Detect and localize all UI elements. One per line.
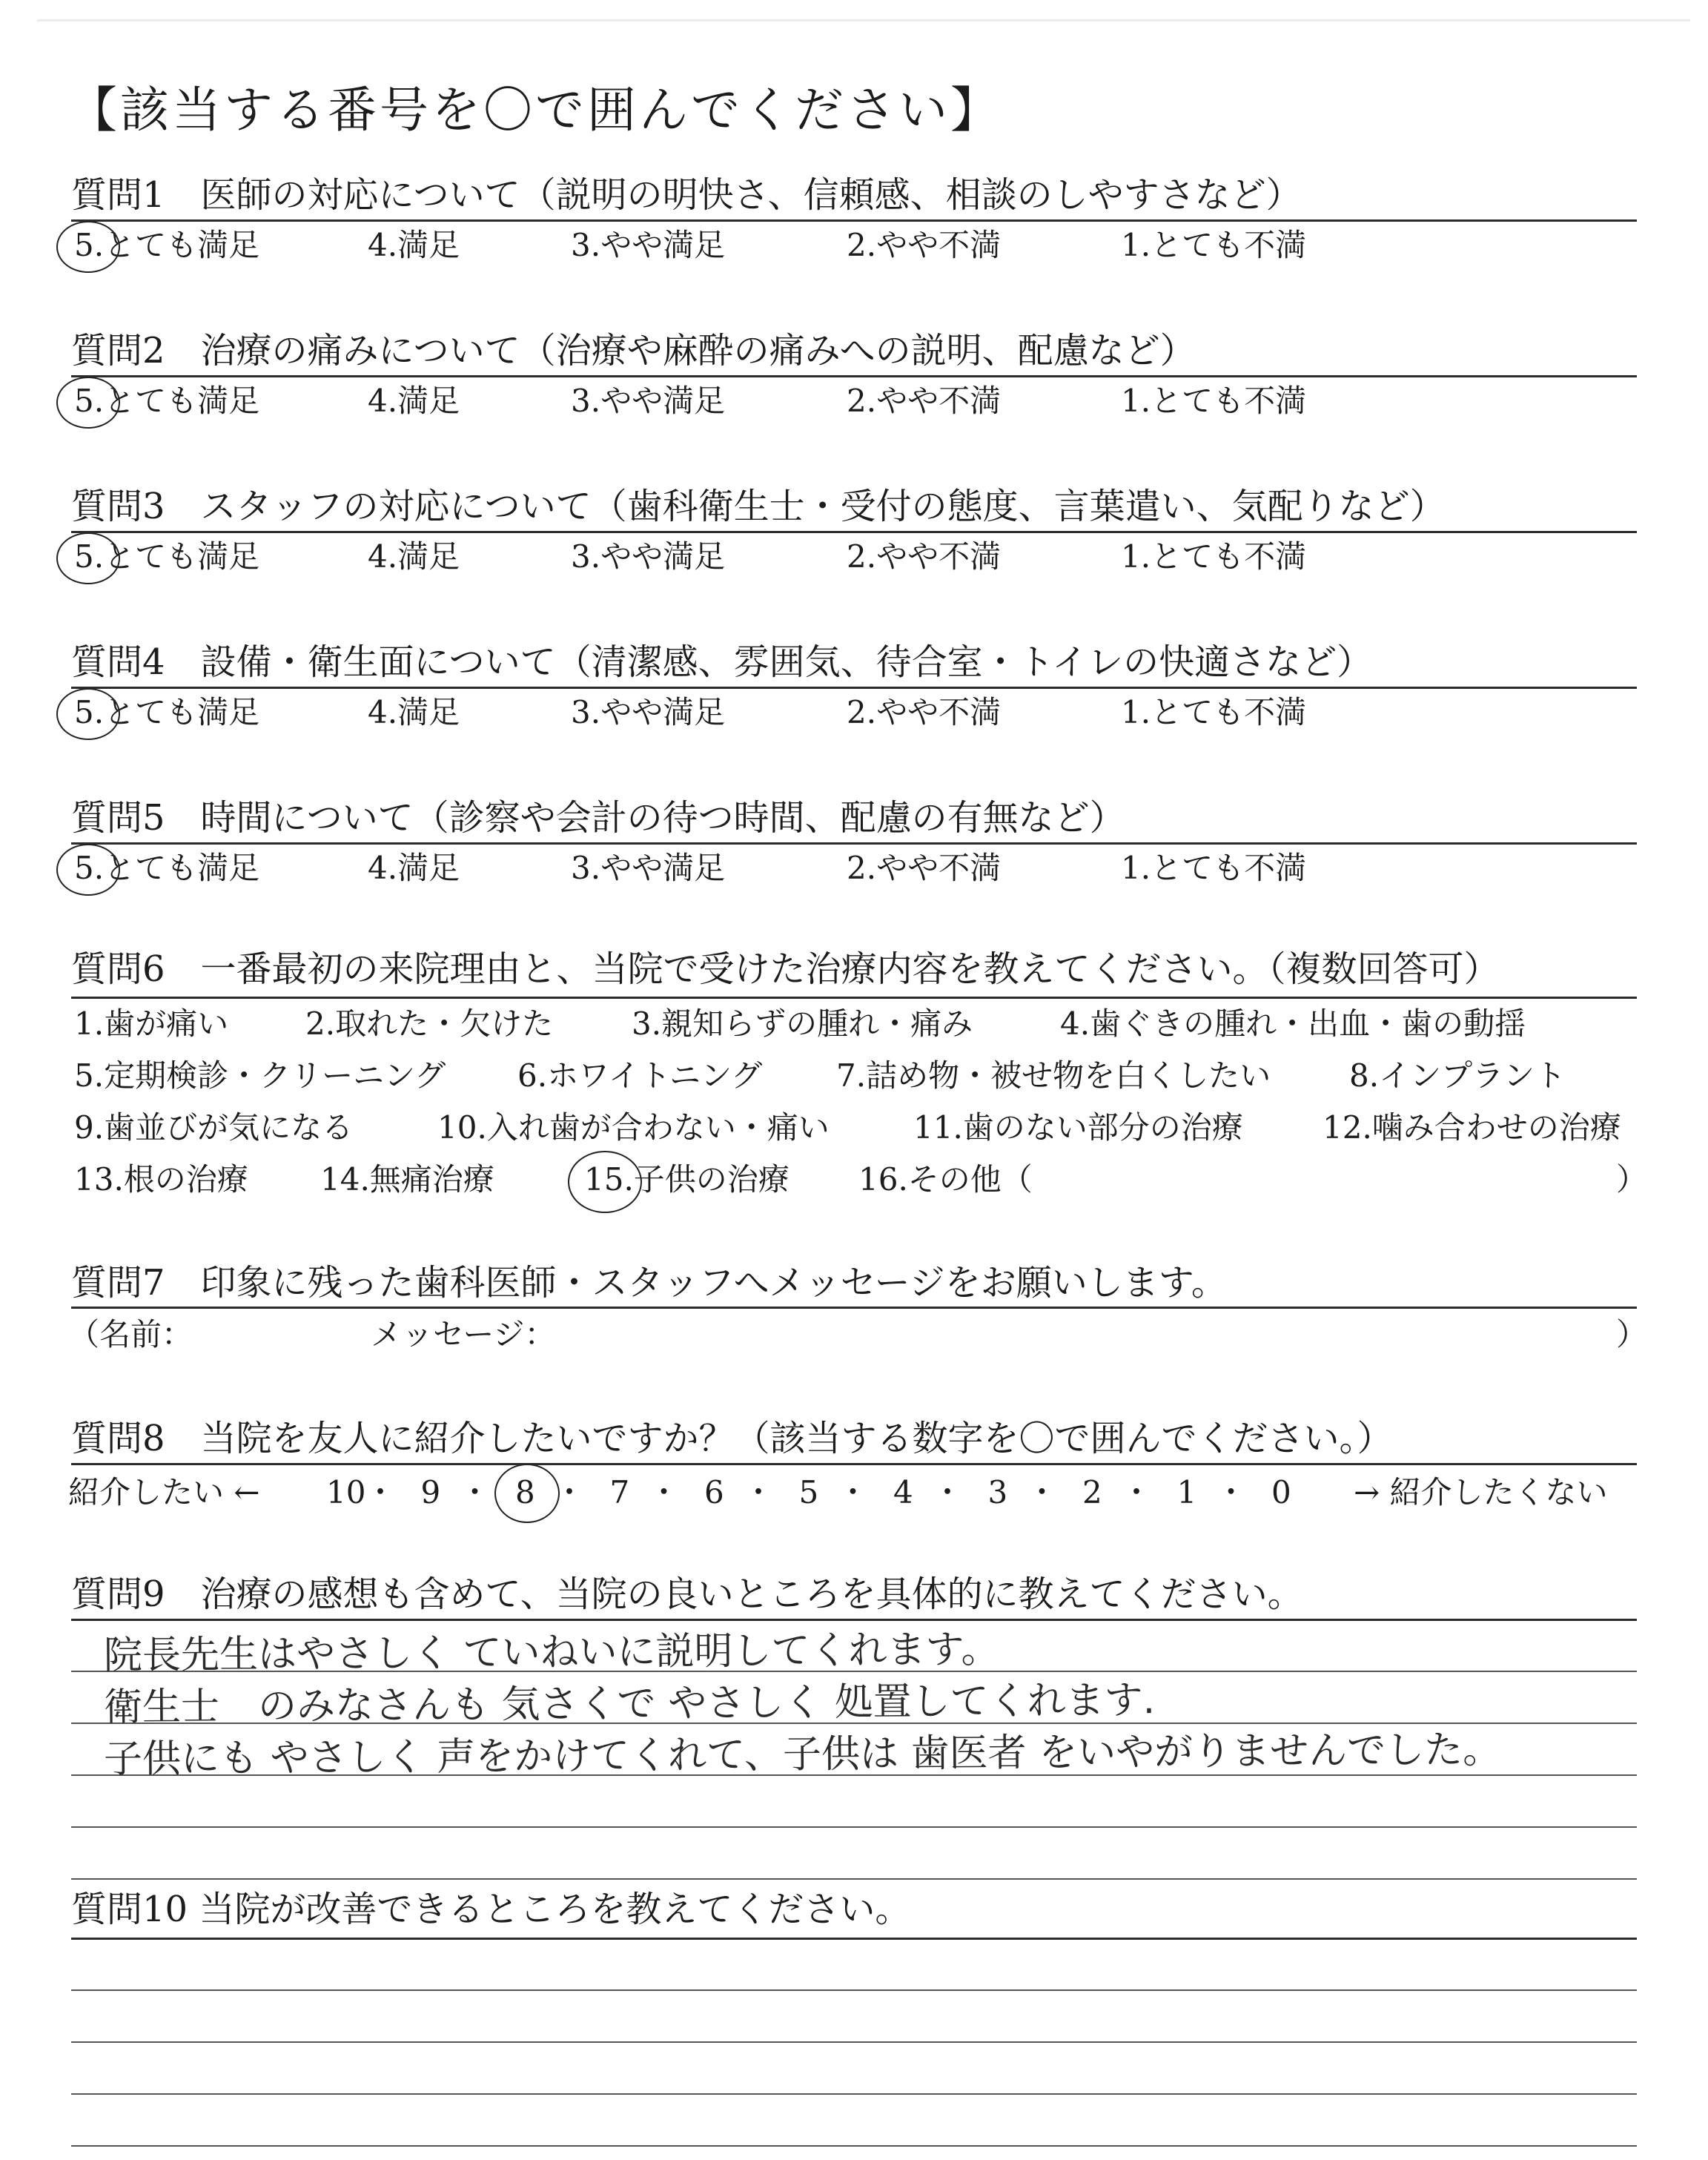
scale-separator: ・ xyxy=(1215,1474,1247,1510)
rating-option[interactable]: 1.とても不満 xyxy=(1121,383,1307,419)
rating-option[interactable]: 5.とても満足 xyxy=(74,383,260,419)
question-2-title: 質問2 治療の痛みについて（治療や麻酔の痛みへの説明、配慮など） xyxy=(71,330,1196,371)
question-7-title: 質問7 印象に残った歯科医師・スタッフへメッセージをお願いします。 xyxy=(71,1262,1227,1304)
question-6-close-paren: ） xyxy=(1616,1161,1648,1198)
q6-option[interactable]: 6.ホワイトニング xyxy=(517,1057,763,1094)
rating-option[interactable]: 1.とても不満 xyxy=(1121,227,1307,263)
scale-separator: ・ xyxy=(554,1474,586,1510)
scale-number[interactable]: 10 xyxy=(326,1474,366,1510)
question-10-rule xyxy=(71,1938,1637,1940)
q6-option[interactable]: 11.歯のない部分の治療 xyxy=(913,1109,1243,1146)
rating-option[interactable]: 2.やや不満 xyxy=(847,383,1002,419)
question-1-title: 質問1 医師の対応について（説明の明快さ、信頼感、相談のしやすさなど） xyxy=(71,174,1302,216)
scale-number[interactable]: 1 xyxy=(1176,1474,1197,1510)
question-8-title: 質問8 当院を友人に紹介したいですか？（該当する数字を〇で囲んでください。） xyxy=(71,1418,1393,1459)
scale-separator: ・ xyxy=(648,1474,680,1510)
scale-separator: ・ xyxy=(365,1474,397,1510)
rating-option[interactable]: 3.やや満足 xyxy=(571,538,726,575)
answer-line xyxy=(71,2145,1637,2147)
rating-option[interactable]: 5.とても満足 xyxy=(74,538,260,575)
answer-line xyxy=(71,2041,1637,2043)
scale-number[interactable]: 4 xyxy=(893,1474,913,1510)
q6-option[interactable]: 7.詰め物・被せ物を白くしたい xyxy=(836,1057,1271,1094)
scale-separator: ・ xyxy=(932,1474,964,1510)
answer-line xyxy=(71,2093,1637,2095)
rating-option[interactable]: 4.満足 xyxy=(368,694,460,730)
q6-option[interactable]: 9.歯並びが気になる xyxy=(74,1109,354,1146)
rating-option[interactable]: 1.とても不満 xyxy=(1121,538,1307,575)
q6-option[interactable]: 14.無痛治療 xyxy=(320,1161,494,1198)
top-edge xyxy=(37,19,1690,22)
question-5-title: 質問5 時間について（診察や会計の待つ時間、配慮の有無など） xyxy=(71,797,1125,839)
scale-number[interactable]: 0 xyxy=(1271,1474,1291,1510)
question-6-title: 質問6 一番最初の来院理由と、当院で受けた治療内容を教えてください。（複数回答可） xyxy=(71,948,1500,990)
question-7-close-paren: ） xyxy=(1616,1316,1648,1353)
question-8-right-label: → 紹介したくない xyxy=(1354,1474,1608,1510)
question-10-title: 質問10 当院が改善できるところを教えてください。 xyxy=(71,1889,911,1930)
rating-option[interactable]: 5.とても満足 xyxy=(74,850,260,886)
scale-separator: ・ xyxy=(459,1474,491,1510)
rating-option[interactable]: 4.満足 xyxy=(368,227,460,263)
question-4-rule xyxy=(71,687,1637,689)
rating-option[interactable]: 3.やや満足 xyxy=(571,227,726,263)
q6-option[interactable]: 2.取れた・欠けた xyxy=(305,1005,554,1042)
q6-option[interactable]: 16.その他（ xyxy=(858,1161,1033,1198)
scale-number[interactable]: 7 xyxy=(609,1474,630,1510)
q6-option[interactable]: 12.噛み合わせの治療 xyxy=(1323,1109,1621,1146)
rating-option[interactable]: 1.とても不満 xyxy=(1121,694,1307,730)
rating-option[interactable]: 3.やや満足 xyxy=(571,383,726,419)
scale-number[interactable]: 6 xyxy=(704,1474,724,1510)
question-8-left-label: 紹介したい ← xyxy=(68,1474,260,1510)
rating-option[interactable]: 5.とても満足 xyxy=(74,694,260,730)
q6-option[interactable]: 5.定期検診・クリーニング xyxy=(74,1057,446,1094)
q9-answer-line-2: 衛生士 のみなさんも 気さくで やさしく 処置してくれます. xyxy=(103,1678,1156,1730)
form-header: 【該当する番号を〇で囲んでください】 xyxy=(68,82,1002,139)
question-3-rule xyxy=(71,531,1637,533)
question-1-rule xyxy=(71,219,1637,222)
question-8-rule xyxy=(71,1463,1637,1465)
question-9-title: 質問9 治療の感想も含めて、当院の良いところを具体的に教えてください。 xyxy=(71,1573,1303,1615)
scale-separator: ・ xyxy=(837,1474,869,1510)
q6-option[interactable]: 15.子供の治療 xyxy=(584,1161,790,1198)
scale-separator: ・ xyxy=(1026,1474,1058,1510)
q6-option[interactable]: 8.インプラント xyxy=(1349,1057,1566,1094)
rating-option[interactable]: 4.満足 xyxy=(368,850,460,886)
q6-option[interactable]: 4.歯ぐきの腫れ・出血・歯の動揺 xyxy=(1060,1005,1526,1042)
scale-separator: ・ xyxy=(743,1474,775,1510)
question-7-rule xyxy=(71,1307,1637,1309)
rating-option[interactable]: 2.やや不満 xyxy=(847,850,1002,886)
rating-option[interactable]: 5.とても満足 xyxy=(74,227,260,263)
scale-separator: ・ xyxy=(1121,1474,1153,1510)
scale-number[interactable]: 3 xyxy=(987,1474,1008,1510)
question-5-rule xyxy=(71,842,1637,845)
rating-option[interactable]: 4.満足 xyxy=(368,538,460,575)
question-7-message-label: メッセージ： xyxy=(371,1316,556,1353)
scale-number[interactable]: 9 xyxy=(420,1474,441,1510)
question-3-title: 質問3 スタッフの対応について（歯科衛生士・受付の態度、言葉遣い、気配りなど） xyxy=(71,486,1446,527)
question-4-title: 質問4 設備・衛生面について（清潔感、雰囲気、待合室・トイレの快適さなど） xyxy=(71,641,1373,683)
scale-number[interactable]: 2 xyxy=(1082,1474,1102,1510)
question-2-rule xyxy=(71,375,1637,377)
q6-option[interactable]: 1.歯が痛い xyxy=(74,1005,229,1042)
q9-answer-line-1: 院長先生はやさしく ていねいに説明してくれます。 xyxy=(103,1627,1000,1678)
scale-number[interactable]: 5 xyxy=(798,1474,819,1510)
rating-option[interactable]: 4.満足 xyxy=(368,383,460,419)
rating-option[interactable]: 2.やや不満 xyxy=(847,694,1002,730)
answer-line xyxy=(71,1878,1637,1880)
answer-line xyxy=(71,1826,1637,1828)
rating-option[interactable]: 2.やや不満 xyxy=(847,538,1002,575)
rating-option[interactable]: 2.やや不満 xyxy=(847,227,1002,263)
question-7-name-label: （名前： xyxy=(68,1316,193,1353)
q6-option[interactable]: 3.親知らずの腫れ・痛み xyxy=(632,1005,973,1042)
rating-option[interactable]: 3.やや満足 xyxy=(571,850,726,886)
question-6-rule xyxy=(71,997,1637,999)
q9-answer-line-3: 子供にも やさしく 声をかけてくれて、子供は 歯医者 をいやがりませんでした。 xyxy=(103,1727,1502,1782)
q6-option[interactable]: 10.入れ歯が合わない・痛い xyxy=(437,1109,830,1146)
scale-number[interactable]: 8 xyxy=(515,1474,535,1510)
answer-line xyxy=(71,1989,1637,1991)
rating-option[interactable]: 3.やや満足 xyxy=(571,694,726,730)
q6-option[interactable]: 13.根の治療 xyxy=(74,1161,248,1198)
rating-option[interactable]: 1.とても不満 xyxy=(1121,850,1307,886)
